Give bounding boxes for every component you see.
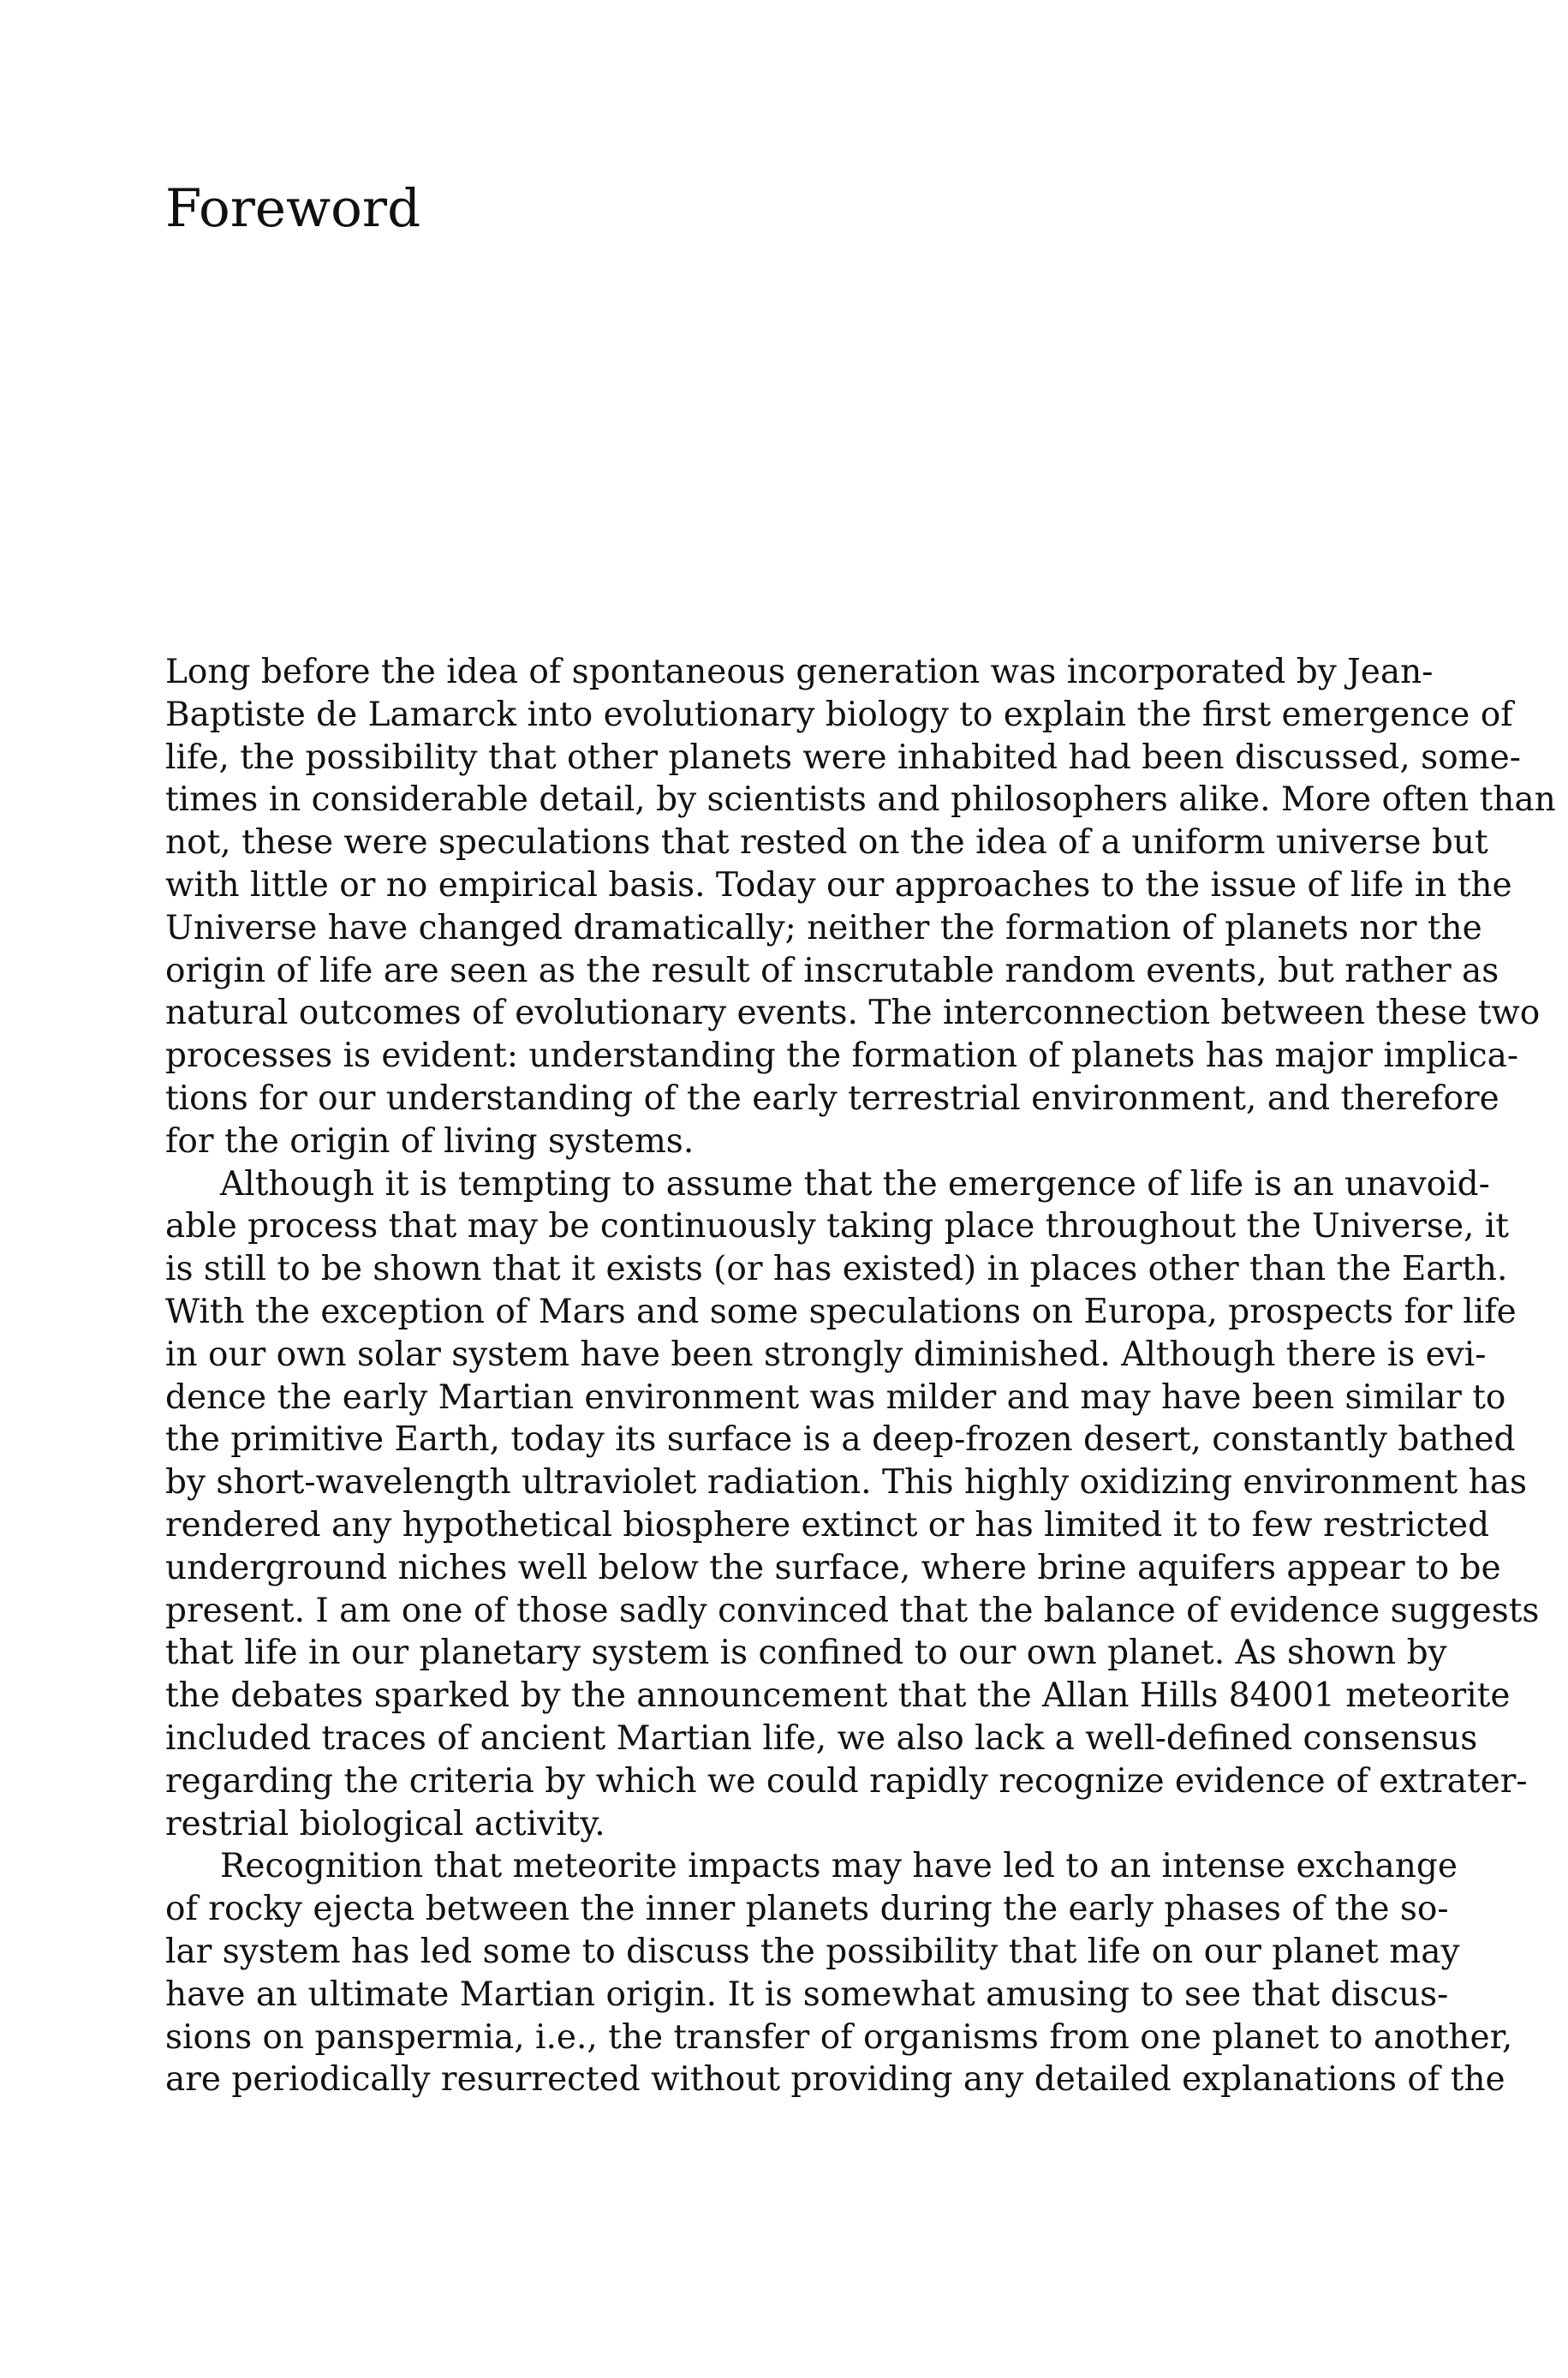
text-line: that life in our planetary system is confined to our own planet. As shown by <box>165 1634 1447 1673</box>
text-line: present. I am one of those sadly convinced that the balance of evidence suggests <box>165 1591 1540 1630</box>
text-line: included traces of ancient Martian life, we also lack a well-defined consensus <box>165 1718 1478 1758</box>
text-line: Recognition that meteorite impacts may have led to an intense exchange <box>220 1847 1458 1886</box>
text-line: tions for our understanding of the early terrestrial environment, and therefore <box>165 1078 1499 1118</box>
text-line: times in considerable detail, by scientists and philosophers alike. More often than <box>165 780 1556 820</box>
text-line: Universe have changed dramatically; neither the formation of planets nor the <box>165 908 1482 947</box>
text-line: the primitive Earth, today its surface is a deep-frozen desert, constantly bathed <box>165 1420 1516 1460</box>
text-line: is still to be shown that it exists (or has existed) in places other than the Earth. <box>165 1250 1508 1289</box>
chapter-title: Foreword <box>165 178 421 239</box>
text-line: for the origin of living systems. <box>165 1121 695 1161</box>
text-line: lar system has led some to discuss the possibility that life on our planet may <box>165 1932 1460 1971</box>
text-line: by short-wavelength ultraviolet radiation. This highly oxidizing environment has <box>165 1463 1528 1503</box>
text-line: of rocky ejecta between the inner planets during the early phases of the so- <box>165 1890 1449 1929</box>
text-line: underground niches well below the surface, where brine aquifers appear to be <box>165 1548 1501 1587</box>
text-line: Although it is tempting to assume that the emergence of life is an unavoid- <box>220 1164 1490 1204</box>
text-line: origin of life are seen as the result of inscrutable random events, but rather as <box>165 951 1499 990</box>
text-line: in our own solar system have been strongly diminished. Although there is evi- <box>165 1335 1487 1374</box>
text-line: Baptiste de Lamarck into evolutionary biology to explain the first emergence of <box>165 695 1513 734</box>
text-line: the debates sparked by the announcement that the Allan Hills 84001 meteorite <box>165 1676 1511 1716</box>
text-line: life, the possibility that other planets were inhabited had been discussed, some- <box>165 738 1521 777</box>
text-line: With the exception of Mars and some speculations on Europa, prospects for life <box>165 1292 1517 1331</box>
text-line: rendered any hypothetical biosphere extinct or has limited it to few restricted <box>165 1505 1490 1545</box>
text-line: not, these were speculations that rested on the idea of a uniform universe but <box>165 823 1488 863</box>
text-line: sions on panspermia, i.e., the transfer of organisms from one planet to another, <box>165 2017 1513 2057</box>
text-line: regarding the criteria by which we could rapidly recognize evidence of extrater- <box>165 1761 1528 1801</box>
text-line: processes is evident: understanding the formation of planets has major implica- <box>165 1037 1519 1076</box>
text-line: dence the early Martian environment was milder and may have been similar to <box>165 1377 1506 1417</box>
text-line: Long before the idea of spontaneous generation was incorporated by Jean- <box>165 653 1434 691</box>
text-line: have an ultimate Martian origin. It is somewhat amusing to see that discus- <box>165 1975 1449 2014</box>
text-line: with little or no empirical basis. Today our approaches to the issue of life in the <box>165 865 1512 905</box>
text-line: natural outcomes of evolutionary events. The interconnection between these two <box>165 994 1541 1033</box>
text-line: are periodically resurrected without providing any detailed explanations of the <box>165 2060 1505 2100</box>
foreword-body <box>165 651 1556 2101</box>
text-line: able process that may be continuously taking place throughout the Universe, it <box>165 1207 1509 1246</box>
text-line: restrial biological activity. <box>165 1804 605 1843</box>
